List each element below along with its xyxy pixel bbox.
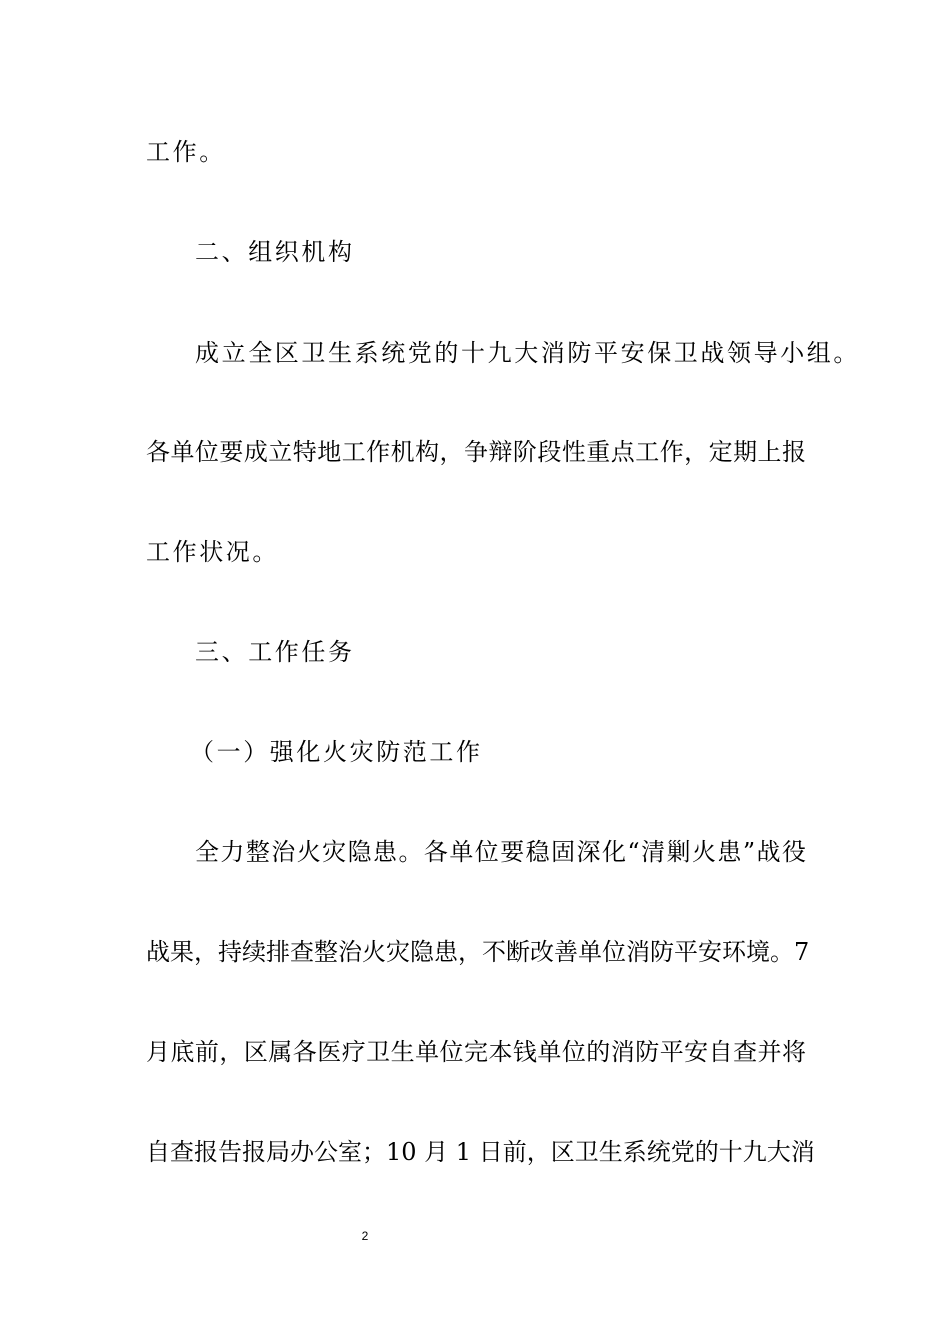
section-heading-organization: 二、组织机构 <box>195 238 355 266</box>
paragraph-line-6: 战果，持续排查整治火灾隐患，不断改善单位消防平安环境。7 <box>146 938 810 966</box>
page-number: 2 <box>361 1229 369 1243</box>
section-heading-tasks: 三、工作任务 <box>195 638 355 666</box>
paragraph-line-2: 成立全区卫生系统党的十九大消防平安保卫战领导小组。 <box>195 339 860 367</box>
paragraph-line-8: 自查报告报局办公室；10 月 1 日前，区卫生系统党的十九大消 <box>146 1138 815 1166</box>
paragraph-line-4: 工作状况。 <box>146 538 279 566</box>
subsection-heading-fire-prevention: （一）强化火灾防范工作 <box>190 738 483 766</box>
paragraph-line-1: 工作。 <box>146 138 226 166</box>
paragraph-line-5: 全力整治火灾隐患。各单位要稳固深化“清剿火患”战役 <box>195 838 806 866</box>
paragraph-line-7: 月底前，区属各医疗卫生单位完本钱单位的消防平安自查并将 <box>146 1038 806 1066</box>
paragraph-line-3: 各单位要成立特地工作机构，争辩阶段性重点工作，定期上报 <box>146 438 806 466</box>
